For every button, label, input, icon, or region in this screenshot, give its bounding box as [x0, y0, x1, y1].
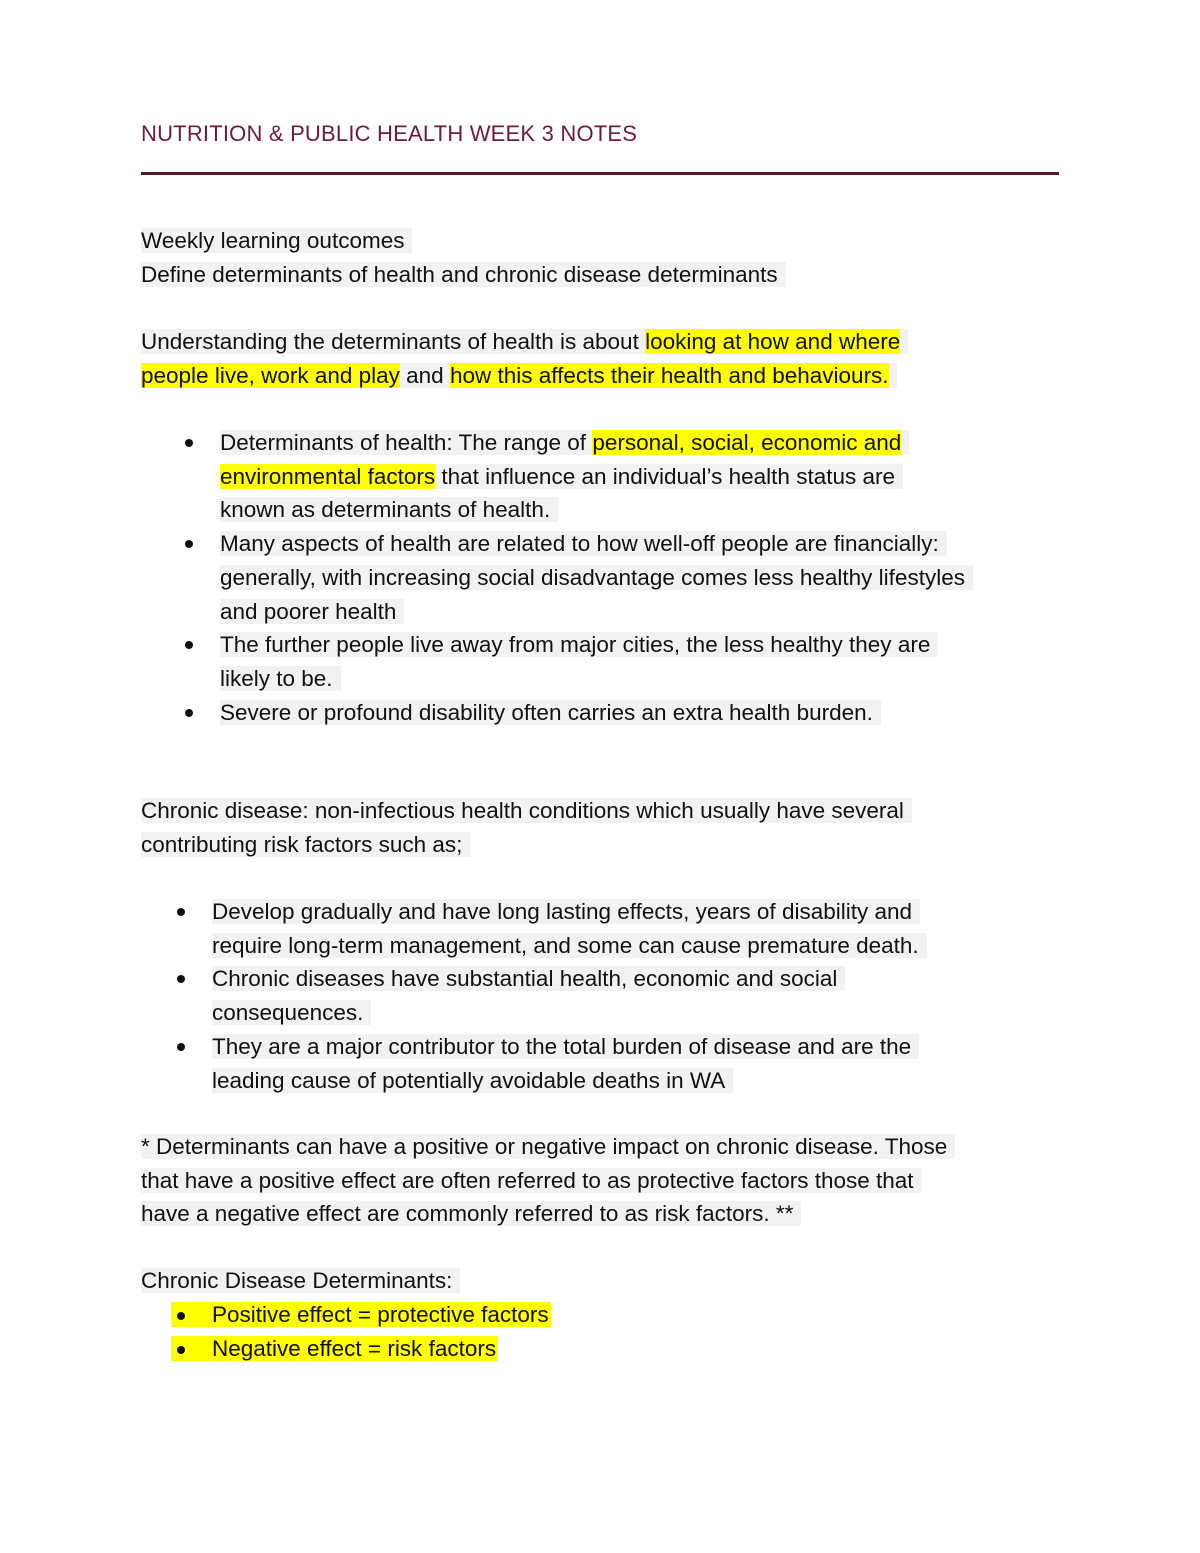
- chronic-disease-paragraph: Chronic disease: non-infectious health conditions which usually have several contributing risk factors such as;: [141, 794, 912, 861]
- determinants-list: [220, 426, 973, 729]
- list-item: Determinants of health: The range of personal, social, economic and environmental factors that influence an individual’s health status are known as determinants of health.: [220, 426, 973, 527]
- bullet-icon: [177, 1312, 185, 1320]
- bullet-icon: [185, 540, 193, 548]
- intro-highlight-2: people live, work and play: [141, 362, 400, 388]
- intro-line-1: Understanding the determinants of health is about looking at how and where: [141, 329, 908, 354]
- page-title: NUTRITION & PUBLIC HEALTH WEEK 3 NOTES: [141, 121, 638, 146]
- header-divider: [141, 172, 1059, 175]
- determinants-note: * Determinants can have a positive or negative impact on chronic disease. Those that have a positive effect are often referred to as protective factors those that have a negative effect are commonly referred to as risk factors. **: [141, 1130, 955, 1231]
- bullet-icon: [185, 641, 193, 649]
- list-item: Severe or profound disability often carries an extra health burden.: [220, 696, 973, 730]
- chronic-disease-list: [212, 895, 927, 1097]
- outcomes-heading: Weekly learning outcomes: [141, 228, 412, 253]
- bullet-icon: [185, 709, 193, 717]
- intro-highlight-1: looking at how and where: [645, 329, 901, 354]
- determinant-highlight-2: environmental factors: [220, 463, 436, 489]
- list-item: The further people live away from major cities, the less healthy they are likely to be.: [220, 628, 973, 695]
- cdd-heading: Chronic Disease Determinants:: [141, 1268, 460, 1293]
- chronic-disease-determinants: [141, 1264, 460, 1298]
- cdd-list: [171, 1298, 551, 1365]
- list-item: Chronic diseases have substantial health, economic and social consequences.: [212, 962, 927, 1029]
- intro-highlight-3: how this affects their health and behaviours.: [449, 362, 889, 388]
- list-item: They are a major contributor to the total burden of disease and are the leading cause of potentially avoidable deaths in WA: [212, 1030, 927, 1097]
- list-item: Negative effect = risk factors: [171, 1332, 551, 1366]
- outcomes-text: Define determinants of health and chronic disease determinants: [141, 262, 786, 287]
- bullet-icon: [177, 1043, 185, 1051]
- intro-paragraph: [141, 325, 908, 392]
- intro-line-2: people live, work and play and how this affects their health and behaviours.: [141, 363, 897, 388]
- bullet-icon: [177, 908, 185, 916]
- list-item: Develop gradually and have long lasting effects, years of disability and require long-term management, and some can cause premature death.: [212, 895, 927, 962]
- bullet-icon: [177, 1346, 185, 1354]
- bullet-icon: [177, 975, 185, 983]
- determinant-highlight-1: personal, social, economic and: [592, 430, 902, 455]
- learning-outcomes: [141, 224, 786, 291]
- list-item: Positive effect = protective factors: [171, 1298, 551, 1332]
- bullet-icon: [185, 439, 193, 447]
- list-item: Many aspects of health are related to how well-off people are financially: generally, with increasing social disadvantage comes less healthy lifestyles and poorer health: [220, 527, 973, 628]
